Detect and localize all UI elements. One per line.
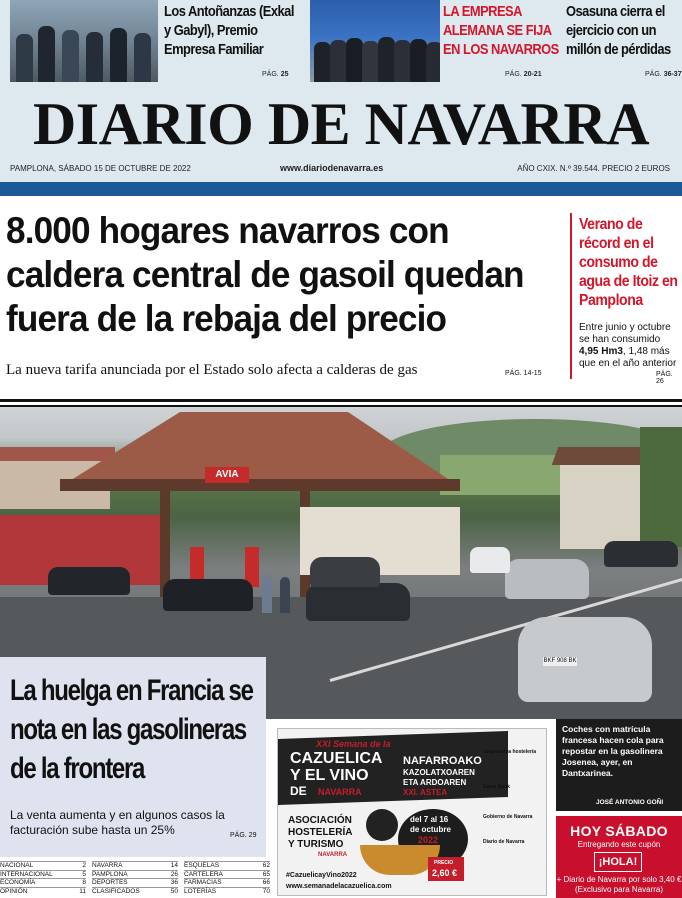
promo-hola[interactable] <box>556 816 682 898</box>
promo-line-2: (Exclusivo para Navarra) <box>574 885 664 894</box>
index-item[interactable]: NAVARRA 14 <box>92 862 178 869</box>
ad-hashtag: #CazuelicayVino2022 <box>286 872 357 879</box>
car-license-plate: BKF 908 BK <box>543 658 577 664</box>
index-column <box>184 861 270 895</box>
photo-caption-box <box>556 719 682 811</box>
section-index <box>0 861 270 898</box>
index-item[interactable]: OPINIÓN 11 <box>0 887 86 895</box>
teaser-photo-conference <box>310 0 440 82</box>
index-item[interactable]: LOTERÍAS 70 <box>184 887 270 895</box>
ad-basque-4: XXI. ASTEA <box>403 788 448 797</box>
index-item[interactable]: NACIONAL 2 <box>0 862 86 869</box>
section-divider <box>0 399 682 402</box>
promo-title: HOY SÁBADO <box>570 823 668 839</box>
lead-headline[interactable]: 8.000 hogares navarros con caldera central de gasoil quedan fuera de la rebaja del precio <box>6 210 524 339</box>
sidebar-headline[interactable]: Verano de récord en el consumo de agua de Itoiz en Pamplona <box>579 216 678 309</box>
ad-region: NAVARRA <box>318 787 362 797</box>
masthead-rule <box>0 182 682 196</box>
dateline-website[interactable]: www.diariodenavarra.es <box>280 163 384 173</box>
index-item[interactable]: ESQUELAS 62 <box>184 862 270 869</box>
ad-assoc-region: NAVARRA <box>318 852 348 858</box>
promo-line-1: + Diario de Navarra por solo 3,40 € <box>556 875 682 884</box>
teaser-empresa-familiar[interactable] <box>0 0 300 88</box>
teaser-osasuna[interactable] <box>560 0 682 88</box>
photo-top-rule <box>0 405 682 407</box>
ad-assoc-2: HOSTELERÍA <box>288 827 353 838</box>
ad-basque-1: NAFARROAKO <box>403 755 482 767</box>
masthead-title[interactable]: DIARIO DE NAVARRA <box>32 91 650 157</box>
promo-magazine: ¡HOLA! <box>594 852 642 872</box>
promo-sub: Entregando este cupón <box>577 840 661 849</box>
index-item[interactable]: CLASIFICADOS 50 <box>92 887 178 895</box>
ad-assoc-1: ASOCIACIÓN <box>288 815 352 826</box>
sidebar-body: Entre junio y octubre se han consumido 4,95 Hm3, 1,48 más que en el año anterior <box>579 322 677 369</box>
ad-website[interactable]: www.semanadelacazuelica.com <box>286 883 392 890</box>
ad-dates-2: de octubre <box>410 825 451 834</box>
dateline-date: PAMPLONA, SÁBADO 15 DE OCTUBRE DE 2022 <box>10 164 191 173</box>
teaser-page-ref: PÁG. 20-21 <box>505 71 542 78</box>
teaser-empresa-alemana[interactable] <box>305 0 559 88</box>
sidebar-page-ref: PÁG. 26 <box>656 371 673 385</box>
ad-edition: XXI Semana de la <box>316 739 391 749</box>
teaser-page-ref: PÁG. 36-37 <box>645 71 682 78</box>
france-page-ref: PÁG. 29 <box>230 832 257 839</box>
lead-subheadline: La nueva tarifa anunciada por el Estado solo afecta a calderas de gas <box>6 362 418 378</box>
ad-year: 2022 <box>418 835 439 845</box>
ad-basque-3: ETA ARDOAREN <box>403 778 467 787</box>
france-headline[interactable]: La huelga en Francia se nota en las gasolineras de la frontera <box>10 674 253 785</box>
teaser-headline: Los Antoñanzas (Exkal y Gabyl), Premio Empresa Familiar <box>164 3 294 58</box>
teaser-page-ref: PÁG. 25 <box>262 71 289 78</box>
ad-sponsor-3: Gobierno de Navarra <box>483 814 533 820</box>
ad-sponsor-2: Caixa Bank <box>483 784 510 790</box>
index-item[interactable]: FARMACIAS 66 <box>184 879 270 886</box>
lead-page-ref: PÁG. 14-15 <box>505 370 542 377</box>
index-item[interactable]: CARTELERA 65 <box>184 870 270 878</box>
ad-price: 2,60 € <box>432 868 458 878</box>
teaser-photo-award-group <box>10 0 158 82</box>
station-sign: AVIA <box>205 467 249 483</box>
index-item[interactable]: PAMPLONA 26 <box>92 870 178 878</box>
teaser-headline: LA EMPRESA ALEMANA SE FIJA EN LOS NAVARROS <box>443 3 559 58</box>
index-item[interactable]: INTERNACIONAL 5 <box>0 870 86 878</box>
ad-dates-1: del 7 al 16 <box>410 815 449 824</box>
photo-credit: JOSÉ ANTONIO GOÑI <box>596 799 664 806</box>
ad-sponsor-4: Diario de Navarra <box>483 839 525 845</box>
index-column <box>92 861 178 895</box>
ad-assoc-3: Y TURISMO <box>288 839 344 850</box>
ad-title-line2: Y EL VINO <box>290 767 369 784</box>
ad-cazuelica[interactable] <box>277 728 547 896</box>
ad-basque-2: KAZOLATXOAREN <box>403 768 475 777</box>
ad-price-label: PRECIO <box>434 860 454 866</box>
ad-sponsor-1: cooperativa hostelería <box>483 749 537 755</box>
teaser-headline: Osasuna cierra el ejercicio con un millón de pérdidas <box>566 3 671 58</box>
france-body: La venta aumenta y en algunos casos la facturación sube hasta un 25% <box>10 808 225 837</box>
ad-title-line1: CAZUELICA <box>290 750 383 767</box>
index-item[interactable]: ECONOMÍA 8 <box>0 879 86 886</box>
dateline-issue: AÑO CXIX. N.º 39.544. PRECIO 2 EUROS <box>517 164 670 173</box>
ad-logo-icon <box>366 809 398 841</box>
ad-title-line3: DE <box>290 784 307 798</box>
index-column <box>0 861 86 895</box>
sidebar-accent-rule <box>570 213 572 379</box>
photo-caption: Coches con matrícula francesa hacen cola para repostar en la gasolinera Josenea, ayer, en Dantxarinea. <box>562 724 664 778</box>
index-item[interactable]: DEPORTES 36 <box>92 879 178 886</box>
